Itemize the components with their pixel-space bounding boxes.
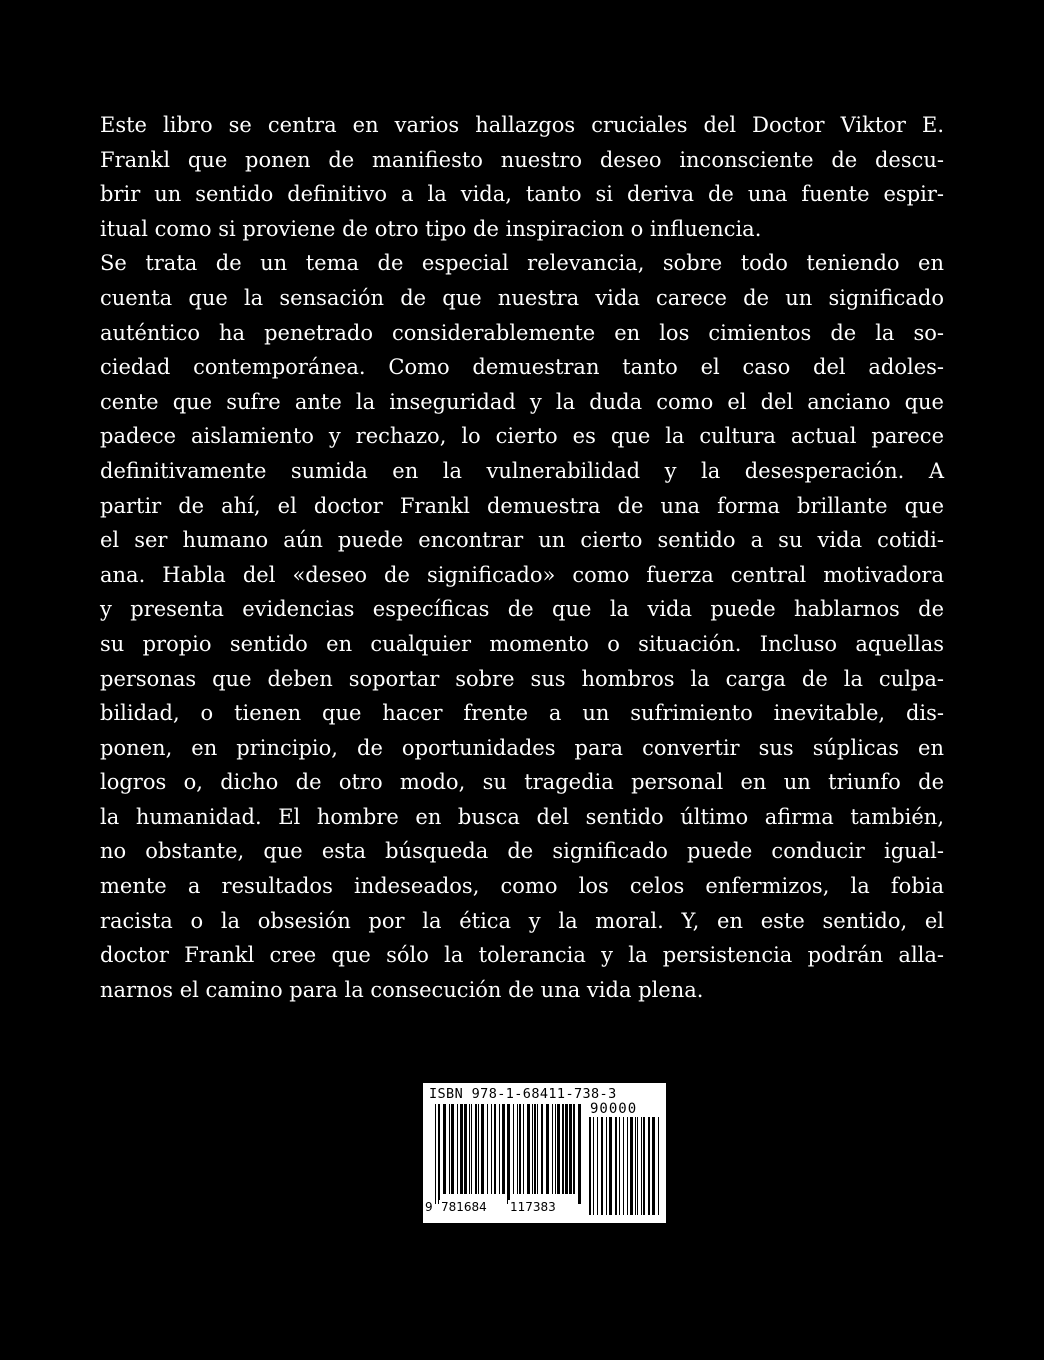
barcode-bar [438, 1104, 440, 1204]
barcode-bar [623, 1117, 624, 1215]
barcode-bar [637, 1117, 638, 1215]
barcode-bar [469, 1104, 470, 1194]
barcode-bar [537, 1104, 538, 1194]
barcode-bar [517, 1104, 518, 1194]
blurb-line: auténtico ha penetrado considerablemente en los cimientos de la so- [100, 320, 944, 345]
isbn-label: ISBN 978-1-68411-738-3 [429, 1086, 617, 1102]
barcode-bar [475, 1104, 477, 1194]
barcode-bar [499, 1104, 500, 1194]
blurb-line: bilidad, o tienen que hacer frente a un sufrimiento inevitable, dis- [100, 701, 944, 726]
blurb-line: cente que sufre ante la inseguridad y la duda como el del anciano que [100, 389, 944, 414]
blurb-line: la humanidad. El hombre en busca del sentido último afirma también, [100, 804, 944, 829]
blurb-line: racista o la obsesión por la ética y la moral. Y, en este sentido, el [100, 908, 944, 933]
barcode-bar [615, 1117, 617, 1215]
ean-left-group: 781684 [441, 1200, 487, 1214]
blurb-line: personas que deben soportar sobre sus hombros la carga de la culpa- [100, 666, 944, 691]
barcode-bar [513, 1104, 514, 1194]
barcode-bar [527, 1104, 530, 1194]
barcode-bar [652, 1117, 655, 1215]
barcode-bar [443, 1104, 446, 1194]
blurb-line: logros o, dicho de otro modo, su tragedia personal en un triunfo de [100, 770, 944, 795]
barcode-bar [630, 1117, 633, 1215]
blurb-line: ciedad contemporánea. Como demuestran tanto el caso del adoles- [100, 355, 944, 380]
barcode-bar [541, 1104, 543, 1194]
blurb-line: partir de ahí, el doctor Frankl demuestra de una forma brillante que [100, 493, 944, 518]
barcode-bar [451, 1104, 454, 1194]
barcode-bar [641, 1117, 642, 1215]
barcode-bar [601, 1117, 603, 1215]
blurb-line: y presenta evidencias específicas de que la vida puede hablarnos de [100, 597, 944, 622]
barcode-bar [562, 1104, 564, 1194]
barcode-bar [464, 1104, 467, 1194]
barcode-bar [457, 1104, 458, 1194]
barcode-bar [502, 1104, 505, 1194]
barcode-bar [487, 1104, 488, 1194]
blurb-line: Frankl que ponen de manifiesto nuestro deseo inconsciente de descu- [100, 147, 944, 172]
barcode-bar [658, 1117, 659, 1215]
barcode-bar [557, 1104, 560, 1194]
price-code: 90000 [590, 1101, 638, 1117]
barcode-bar [555, 1104, 556, 1194]
barcode-bar [578, 1104, 581, 1204]
isbn-barcode [423, 1083, 666, 1223]
blurb-line: su propio sentido en cualquier momento o situación. Incluso aquellas [100, 631, 944, 656]
blurb-line: ponen, en principio, de oportunidades para convertir sus súplicas en [100, 735, 944, 760]
barcode-bar [635, 1117, 636, 1215]
barcode-bar [643, 1117, 645, 1215]
blurb-line: no obstante, que esta búsqueda de significado puede conducir igual- [100, 839, 944, 864]
blurb-line: Este libro se centra en varios hallazgos cruciales del Doctor Viktor E. [100, 113, 944, 137]
barcode-bar [619, 1117, 620, 1215]
blurb-line: el ser humano aún puede encontrar un cierto sentido a su vida cotidi- [100, 528, 944, 553]
barcode-bar [494, 1104, 496, 1194]
barcode-bar [507, 1104, 510, 1204]
blurb-line: brir un sentido definitivo a la vida, tanto si deriva de una fuente espir- [100, 182, 944, 207]
blurb-line: cuenta que la sensación de que nuestra vida carece de un significado [100, 285, 944, 310]
barcode-bar [552, 1104, 553, 1194]
barcode-bar [589, 1117, 591, 1215]
back-cover-blurb [100, 108, 944, 1007]
barcode-bar [523, 1104, 524, 1194]
barcode-bar [573, 1104, 575, 1194]
barcode-bar [491, 1104, 492, 1194]
ean-right-group: 117383 [510, 1200, 556, 1214]
blurb-line: doctor Frankl cree que sólo la tolerancia y la persistencia podrán alla- [100, 943, 944, 968]
barcode-bar [478, 1104, 479, 1194]
blurb-line: itual como si proviene de otro tipo de inspiracion o influencia. [100, 216, 762, 241]
barcode-bar [532, 1104, 533, 1194]
blurb-line: narnos el camino para la consecución de una vida plena. [100, 977, 704, 1002]
barcode-bar [569, 1104, 572, 1194]
barcode-bar [565, 1104, 568, 1194]
barcode-bar [534, 1104, 536, 1194]
blurb-line: mente a resultados indeseados, como los celos enfermizos, la fobia [100, 874, 944, 899]
ean13-bars [435, 1104, 582, 1204]
addon-bars [589, 1117, 659, 1215]
barcode-bar [627, 1117, 628, 1215]
blurb-line: padece aislamiento y rechazo, lo cierto es que la cultura actual parece [100, 424, 944, 449]
barcode-bar [435, 1104, 436, 1204]
blurb-line: Se trata de un tema de especial relevancia, sobre todo teniendo en [100, 251, 944, 276]
barcode-bar [471, 1104, 472, 1194]
barcode-bar [460, 1104, 463, 1194]
barcode-bar [546, 1104, 549, 1194]
barcode-bar [449, 1104, 450, 1194]
barcode-bar [648, 1117, 650, 1215]
barcode-bar [519, 1104, 521, 1194]
barcode-bar [481, 1104, 484, 1194]
barcode-bar [593, 1117, 594, 1215]
blurb-line: ana. Habla del «deseo de significado» como fuerza central motivadora [100, 562, 944, 587]
barcode-bar [609, 1117, 612, 1215]
barcode-bar [606, 1117, 607, 1215]
barcode-bar [597, 1117, 598, 1215]
blurb-line: definitivamente sumida en la vulnerabilidad y la desesperación. A [100, 458, 944, 483]
ean-first-digit: 9 [425, 1200, 433, 1214]
